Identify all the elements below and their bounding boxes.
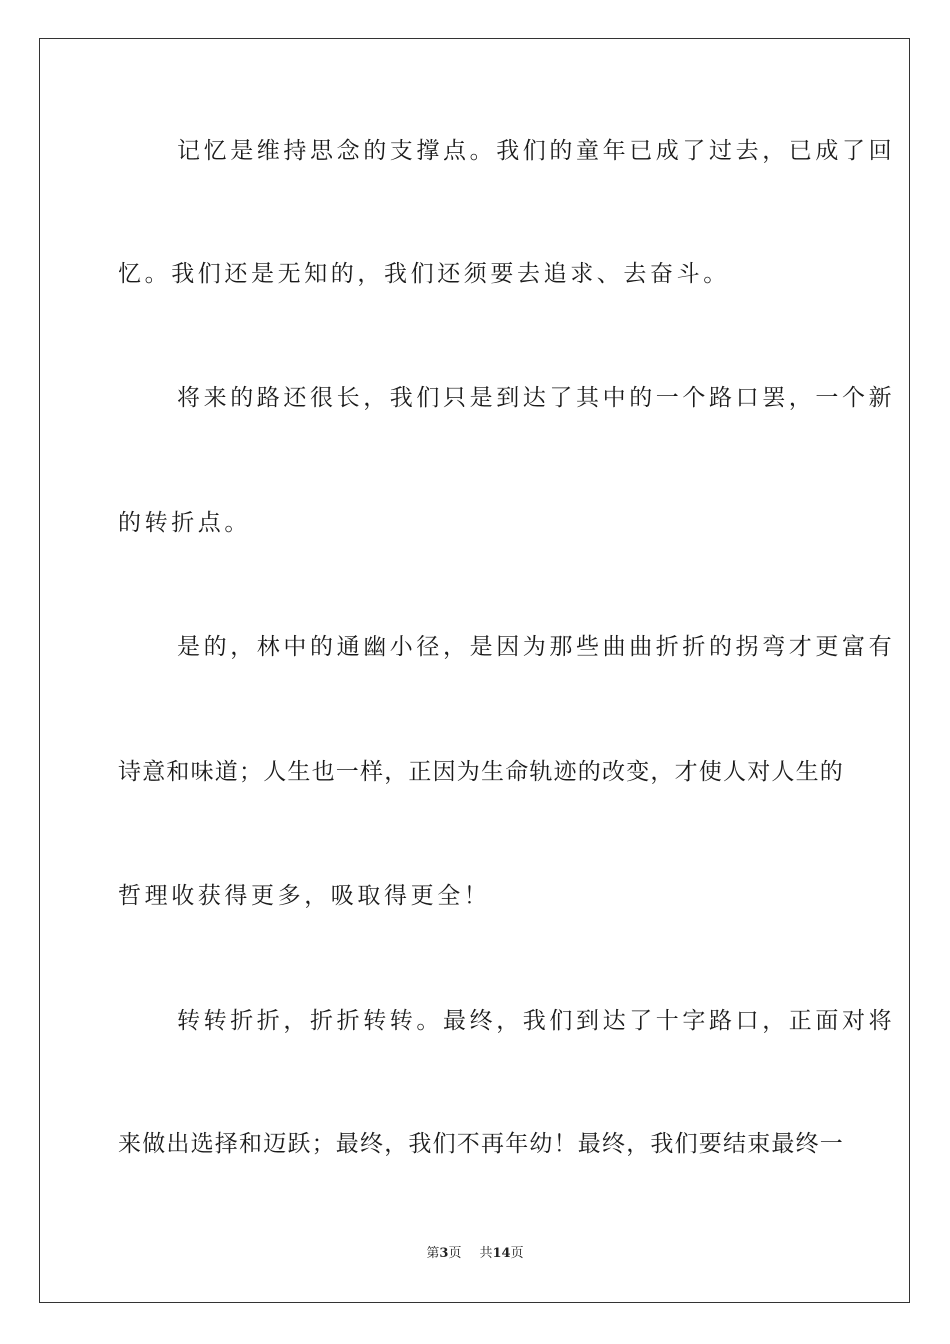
paragraph-3-line-1: 是的，林中的通幽小径，是因为那些曲曲折折的拐弯才更富有 — [177, 634, 896, 660]
page-footer — [0, 1245, 950, 1263]
paragraph-4-line-1: 转转折折，折折转转。最终，我们到达了十字路口，正面对将 — [177, 1008, 896, 1034]
paragraph-1-line-2: 忆。我们还是无知的，我们还须要去追求、去奋斗。 — [118, 261, 730, 287]
total-pages: 14 — [492, 1246, 511, 1261]
page-number: 3 — [439, 1246, 449, 1261]
paragraph-2-line-2: 的转折点。 — [118, 510, 251, 536]
paragraph-1-line-1: 记忆是维持思念的支撑点。我们的童年已成了过去，已成了回 — [177, 138, 896, 164]
paragraph-3-line-3: 哲理收获得更多，吸取得更全！ — [118, 883, 491, 909]
total-prefix: 共 — [479, 1246, 493, 1261]
page-suffix: 页 — [448, 1246, 462, 1261]
paragraph-3-line-2: 诗意和味道；人生也一样，正因为生命轨迹的改变，才使人对人生的 — [118, 759, 844, 785]
page-border — [39, 38, 910, 1303]
page-prefix: 第 — [426, 1246, 440, 1261]
total-suffix: 页 — [510, 1246, 524, 1261]
paragraph-2-line-1: 将来的路还很长，我们只是到达了其中的一个路口罢，一个新 — [177, 385, 896, 411]
paragraph-4-line-2: 来做出选择和迈跃；最终，我们不再年幼！最终，我们要结束最终一 — [118, 1131, 844, 1157]
